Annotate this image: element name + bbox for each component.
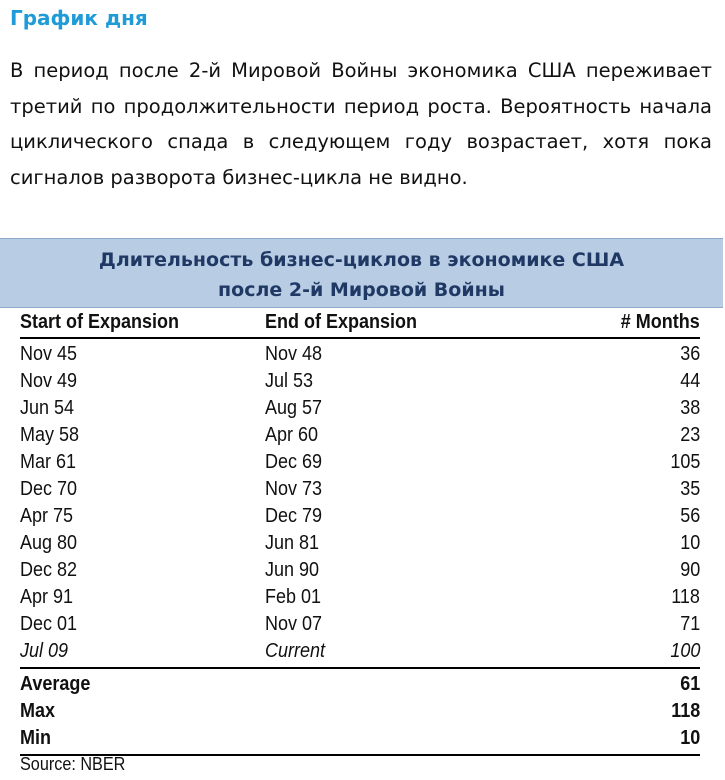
cell-start: May 58	[20, 424, 80, 446]
cell-months: 71	[679, 613, 700, 635]
cell-start: Dec 70	[20, 478, 78, 500]
table-title-line-2: после 2-й Мировой Войны	[218, 279, 505, 301]
table-title-line-1: Длительность бизнес-циклов в экономике США	[98, 249, 625, 271]
table-row	[20, 557, 700, 584]
cell-end: Nov 48	[265, 343, 323, 365]
cell-start: Nov 49	[20, 370, 78, 392]
cell-months: 10	[679, 532, 700, 554]
table-row	[20, 584, 700, 611]
summary-row-average	[20, 671, 700, 698]
cell-months: 105	[669, 451, 700, 473]
table-row	[20, 368, 700, 395]
cell-start: Aug 80	[20, 532, 78, 554]
cell-end: Jun 81	[265, 532, 320, 554]
cell-months: 38	[679, 397, 700, 419]
column-header-months: # Months	[620, 311, 700, 333]
table-row	[20, 476, 700, 503]
cell-end: Dec 69	[265, 451, 323, 473]
business-cycles-table	[20, 309, 700, 756]
source-note: Source: NBER	[20, 754, 126, 774]
intro-paragraph: В период после 2-й Мировой Войны экономика США переживает третий по продолжительности период роста. Вероятность начала циклического спада в следующем году возрастает, хотя пока сигналов разворота бизнес-цикла не видно.	[10, 59, 712, 189]
cell-months: 118	[671, 586, 700, 608]
cell-start: Jul 09	[20, 640, 69, 662]
cell-months: 36	[679, 343, 700, 365]
table-row	[20, 422, 700, 449]
cell-start: Dec 01	[20, 613, 78, 635]
summary-row-max	[20, 698, 700, 725]
cell-start: Jun 54	[20, 397, 75, 419]
cell-end: Feb 01	[265, 586, 322, 608]
table-title	[0, 238, 723, 308]
cell-end: Current	[265, 640, 326, 662]
table-summary	[20, 669, 700, 756]
cell-start: Apr 91	[20, 586, 74, 608]
cell-months: 100	[669, 640, 700, 662]
cell-months: 44	[679, 370, 700, 392]
page-heading: График дня	[10, 6, 148, 30]
cell-start: Mar 61	[20, 451, 77, 473]
cell-end: Apr 60	[265, 424, 319, 446]
cell-end: Jun 90	[265, 559, 320, 581]
table-header-row	[20, 309, 700, 339]
summary-label: Min	[20, 727, 51, 749]
summary-value: 61	[679, 673, 700, 695]
cell-start: Dec 82	[20, 559, 78, 581]
column-header-end: End of Expansion	[265, 311, 418, 333]
cell-months: 90	[679, 559, 700, 581]
cell-months: 35	[679, 478, 700, 500]
table-row	[20, 611, 700, 638]
table-row	[20, 449, 700, 476]
cell-months: 56	[679, 505, 700, 527]
cell-end: Nov 07	[265, 613, 323, 635]
table-row	[20, 503, 700, 530]
cell-start: Nov 45	[20, 343, 78, 365]
cell-end: Nov 73	[265, 478, 323, 500]
cell-end: Jul 53	[265, 370, 314, 392]
cell-months: 23	[679, 424, 700, 446]
summary-row-min	[20, 725, 700, 752]
summary-value: 10	[679, 727, 700, 749]
table-row-current	[20, 638, 700, 665]
table-row	[20, 341, 700, 368]
cell-end: Dec 79	[265, 505, 323, 527]
column-header-start: Start of Expansion	[20, 311, 180, 333]
cell-end: Aug 57	[265, 397, 323, 419]
cell-start: Apr 75	[20, 505, 74, 527]
table-body	[20, 339, 700, 669]
summary-value: 118	[670, 700, 700, 722]
summary-label: Max	[20, 700, 56, 722]
table-row	[20, 530, 700, 557]
table-row	[20, 395, 700, 422]
summary-label: Average	[20, 673, 91, 695]
